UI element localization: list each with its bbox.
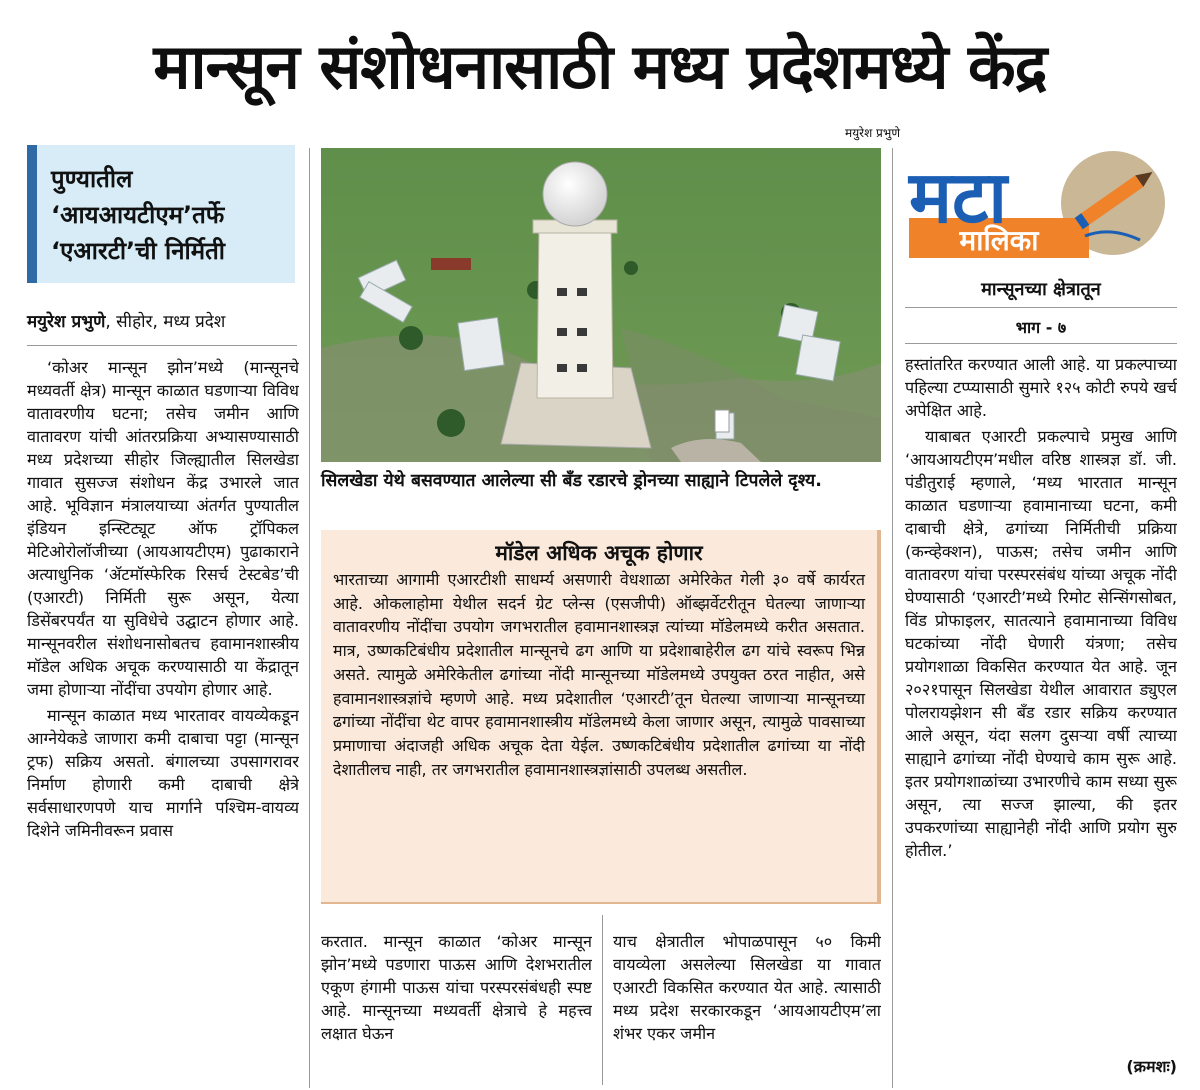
- byline-divider: [27, 345, 297, 346]
- column-4-paragraph-2: याबाबत एआरटी प्रकल्पाचे प्रमुख आणि ‘आयआयटीएम’मधील वरिष्ठ शास्त्रज्ञ डॉ. जी. पंडीतुराई म्हणाले, ‘मध्य भारतात मान्सून काळात घडणाऱ्या हवामानाच्या घटना, कमी दाबाची क्षेत्रे, ढगांच्या निर्मितीची प्रक्रिया (कन्व्हेक्शन), पाऊस; तसेच जमीन आणि वातावरण यांचा परस्परसंबंध यांच्या अचूक नोंदी घेण्यासाठी ‘एआरटी’मध्ये रिमोट सेन्सिंगसोबत, विंड प्रोफाइलर, सातत्याने हवामानाच्या विविध घटकांच्या नोंदी घेणारी यंत्रणा; तसेच प्रयोगशाळा विकसित करण्यात येत आहे. जून २०२१पासून सिलखेडा येथील आवारात ड्युएल पोलरायझेशन सी बँड रडार सक्रिय करण्यात आले असून, यंदा सलग दुसऱ्या वर्षी त्याच्या साह्याने ढगांच्या नोंदी घेण्याचे काम सुरू आहे. इतर प्रयोगशाळांच्या उभारणीचे काम सध्या सुरू असून, त्या सज्ज झाल्या, की इतर उपकरणांच्या साह्यानेही नोंदी आणि प्रयोग सुरु होतील.’: [905, 427, 1177, 860]
- column-1-paragraph-1: ‘कोअर मान्सून झोन’मध्ये (मान्सूनचे मध्यवर्ती क्षेत्र) मान्सून काळात घडणाऱ्या विविध वातावरणीय घटना; तसेच जमीन आणि वातावरण यांची आंतरप्रक्रिया अभ्यासण्यासाठी मध्य प्रदेशच्या सीहोर जिल्ह्यातील सिलखेडा गावात सुसज्ज संशोधन केंद्र उभारले जात आहे. भूविज्ञान मंत्रालयाच्या अंतर्गत पुण्यातील इंडियन इन्स्टिट्यूट ऑफ ट्रॉपिकल मेटिओरोलॉजीच्या (आयआयटीएम) पुढाकाराने अत्याधुनिक ‘ॲटमॉस्फेरिक रिसर्च टेस्टबेड’ची (एआरटी) निर्मिती सुरू असून, येत्या डिसेंबरपर्यंत या सुविधेचे उद्घाटन होणार आहे. मान्सूनवरील संशोधनासोबतच हवामानशास्त्रीय मॉडेल अधिक अचूक करण्यासाठी या केंद्रातून जमा होणाऱ्या नोंदींचा उपयोग होणार आहे.: [27, 358, 299, 699]
- column-divider-1: [309, 148, 310, 1088]
- series-part: भाग - ७: [1015, 318, 1067, 337]
- byline-name: मयुरेश प्रभुणे: [27, 312, 106, 332]
- series-subtitle: मान्सूनच्या क्षेत्रातून: [981, 279, 1101, 300]
- sidebar-body: भारताच्या आगामी एआरटीशी साधर्म्य असणारी वेधशाळा अमेरिकेत गेली ३० वर्षे कार्यरत आहे. ओकलाहोमा येथील सदर्न ग्रेट प्लेन्स (एसजीपी) ऑब्झर्वेटरीतून घेतल्या जाणाऱ्या वातावरणीय नोंदींचा उपयोग जगभरातील हवामानशास्त्रज्ञ त्यांच्या मॉडेलमध्ये करीत असतात. मात्र, उष्णकटिबंधीय प्रदेशातील मान्सूनचे ढग आणि या प्रदेशाबाहेरील ढग यांचे स्वरूप भिन्न असते. त्यामुळे अमेरिकेतील ढगांच्या नोंदी मान्सूनच्या मॉडेलमध्ये उपयुक्त ठरत नाहीत, असे हवामानशास्त्रज्ञांचे म्हणणे आहे. मध्य प्रदेशातील ‘एआरटी’तून घेतल्या जाणाऱ्या मान्सूनच्या ढगांच्या नोंदींचा थेट वापर हवामानशास्त्रीय मॉडेलमध्ये केला जाणार असून, त्यामुळे पावसाच्या प्रमाणाचा अंदाजही अधिक अचूक देता येईल. उष्णकटिबंधीय प्रदेशातील ढगांच्या या नोंदी देशातीलच नाही, तर जगभरातील हवामानशास्त्रज्ञांसाठी उपलब्ध असतील.: [333, 570, 865, 779]
- series-divider: [905, 307, 1177, 308]
- column-3-bottom: याच क्षेत्रातील भोपाळपासून ५० किमी वायव्येला असलेल्या सिलखेडा या गावात एआरटी विकसित करण्यात येत आहे. त्यासाठी मध्य प्रदेश सरकारकडून ‘आयआयटीएम’ला शंभर एकर जमीन: [613, 932, 881, 1043]
- byline: [27, 309, 307, 332]
- column-2-bottom: करतात. मान्सून काळात ‘कोअर मान्सून झोन’मध्ये पडणारा पाऊस आणि देशभरातील एकूण हंगामी पाऊस यांचा परस्परसंबंधही स्पष्ट आहे. मान्सूनच्या मध्यवर्ती क्षेत्राचे हे महत्त्व लक्षात घेऊन: [321, 932, 592, 1043]
- column-1: [27, 356, 299, 1086]
- sidebar-box: [321, 530, 881, 904]
- headline: मान्सून संशोधनासाठी मध्य प्रदेशमध्ये केंद्र: [153, 30, 1047, 103]
- sidebar-title: मॉडेल अधिक अचूक होणार: [495, 541, 703, 565]
- series-logo-graphic: [905, 148, 1177, 273]
- series-logo: [905, 148, 1177, 273]
- radar-tower-illustration: [321, 148, 881, 462]
- radar-tower-photo: [321, 148, 881, 462]
- continued-marker: (क्रमशः): [1126, 1057, 1177, 1076]
- photo-caption: सिलखेडा येथे बसवण्यात आलेल्या सी बँड रडारचे ड्रोनच्या साह्याने टिपलेले दृश्य.: [321, 471, 822, 491]
- subhead-line-3: ‘एआरटी’ची निर्मिती: [51, 237, 225, 265]
- byline-place: , सीहोर, मध्य प्रदेश: [105, 312, 226, 332]
- subhead-line-1: पुण्यातील: [51, 165, 133, 193]
- column-4-paragraph-1: हस्तांतरित करण्यात आली आहे. या प्रकल्पाच्या पहिल्या टप्प्यासाठी सुमारे १२५ कोटी रुपये खर्च अपेक्षित आहे.: [905, 355, 1177, 420]
- column-divider-3: [602, 915, 603, 1085]
- logo-small-text: मालिका: [959, 224, 1039, 257]
- photo-credit: मयुरेश प्रभुणे: [845, 126, 900, 140]
- column-1-paragraph-2: मान्सून काळात मध्य भारतावर वायव्येकडून आग्नेयेकडे जाणारा कमी दाबाचा पट्टा (मान्सून ट्रफ) सक्रिय असतो. बंगालच्या उपसागरावर निर्माण होणारी कमी दाबाची क्षेत्रे सर्वसाधारणपणे याच मार्गाने पश्चिम-वायव्य दिशेने जमिनीवरून प्रवास: [27, 706, 299, 840]
- subhead-box: [27, 145, 295, 283]
- subhead-line-2: ‘आयआयटीएम’तर्फे: [51, 201, 225, 229]
- logo-big-text: मटा: [909, 155, 1007, 239]
- series-divider-2: [905, 343, 1177, 344]
- column-divider-2: [892, 148, 893, 1088]
- column-4: [905, 353, 1177, 1053]
